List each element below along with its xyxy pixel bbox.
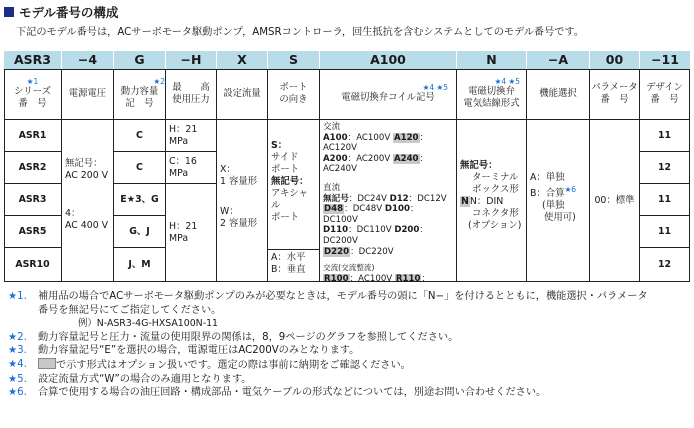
code-function: −A — [527, 51, 590, 69]
header-series: ★1 シリーズ 番 号 — [4, 69, 62, 120]
header-port: ポート の向き — [268, 69, 320, 120]
model-asr3: ASR3 — [4, 184, 62, 216]
coil-dc-3: D220：DC220V — [324, 246, 394, 257]
conn-din: N：DIN — [469, 196, 504, 207]
voltage-cell: 無記号： AC 200 V 4： AC 400 V — [62, 120, 114, 282]
coil-dc-1: D48：DC48V D100：DC100V — [323, 204, 419, 225]
header-capacity: ★2 動力容量 記 号 — [114, 69, 166, 120]
notes-list — [8, 290, 690, 400]
header-parameter: パラメータ 番 号 — [590, 69, 640, 120]
pressure-h-1: H：21 MPa — [166, 120, 217, 152]
code-coil: A100 — [320, 51, 457, 69]
code-capacity: G — [114, 51, 166, 69]
code-port: S — [268, 51, 320, 69]
header-voltage: 電源電圧 — [62, 69, 114, 120]
header-connection: ★4 ★5 電磁切換弁 電気結線形式 — [457, 69, 527, 120]
capacity-asr1: C — [114, 120, 166, 152]
coil-cell: 交流 A100：AC100V A120：AC120V A200：AC200V A240：AC240V 直流 無記号：DC24V D12：DC12V D48：DC48V D100：DC100V D110：DC110V D200：DC200V D220：DC220V 交流(交流整流) R100：AC100V R110： — [320, 120, 457, 282]
header-design: デザイン 番 号 — [640, 69, 690, 120]
capacity-asr10: J、M — [114, 248, 166, 282]
port-direction-cell: A：水平 B：垂直 — [268, 250, 320, 282]
code-parameter: 00 — [590, 51, 640, 69]
model-code-bar — [4, 51, 690, 69]
header-coil: ★4 ★5 電磁切換弁コイル記号 — [320, 69, 457, 120]
design-asr5: 11 — [640, 216, 690, 248]
section-heading — [4, 3, 118, 21]
design-asr10: 12 — [640, 248, 690, 282]
design-asr3: 11 — [640, 184, 690, 216]
coil-ac-0: A100：AC100V A120：AC120V — [323, 132, 429, 154]
header-function: 機能選択 — [527, 69, 590, 120]
capacity-asr3: E★3、G — [114, 184, 166, 216]
capacity-asr2: C — [114, 152, 166, 184]
note-1-cont: 番号を無記号にてご指定してください。 — [38, 304, 222, 316]
header-pressure: 最 高 使用圧力 — [166, 69, 217, 120]
design-asr2: 12 — [640, 152, 690, 184]
note-1: ★1. 補用品の場合でACサーボモータ駆動ポンプのみが必要なときは，モデル番号の頭に「N−」を付けるとともに，機能選択・パラメータ — [8, 291, 648, 302]
pressure-c: C：16 MPa — [166, 152, 217, 184]
note-5: ★5. 設定流量方式“W”の場合のみ適用となります。 — [8, 373, 252, 385]
coil-dc-2: D110：DC110V D200：DC200V — [323, 225, 428, 246]
parameter-cell: 00：標準 — [590, 120, 640, 282]
code-voltage: −4 — [62, 51, 114, 69]
code-design: −11 — [651, 52, 679, 67]
coil-ac-1: A200：AC200V A240：AC240V — [323, 153, 429, 175]
model-asr1: ASR1 — [4, 120, 62, 152]
option-box-icon — [38, 358, 56, 369]
heading-title: モデル番号の構成 — [19, 5, 119, 20]
model-asr2: ASR2 — [4, 152, 62, 184]
flow-cell: X： 1 容量形 W： 2 容量形 — [217, 120, 268, 282]
heading-square-icon — [4, 7, 14, 17]
note-1-example: 例）N-ASR3-4G-HXSA100N-11 — [78, 318, 219, 330]
design-asr1: 11 — [640, 120, 690, 152]
note-6: ★6. 合算で使用する場合の油圧回路・構成部品・電気ケーブルの形式などについては，別途お問い合わせください。 — [8, 387, 547, 399]
model-asr10: ASR10 — [4, 248, 62, 282]
intro-text: 下記のモデル番号は，ACサーボモータ駆動ポンプ，AMSRコントローラ，回生抵抗を含むシステムとしてのモデル番号です。 — [16, 27, 585, 38]
capacity-asr5: G、J — [114, 216, 166, 248]
code-flow: X — [217, 51, 268, 69]
model-table — [4, 69, 690, 282]
connection-cell: 無記号： ターミナル ボックス形 NN：DIN コネクタ形 (オプション) — [457, 120, 527, 282]
note-3: ★3. 動力容量記号“E”を選択の場合，電源電圧はAC200Vのみとなります。 — [8, 345, 360, 357]
code-series: ASR3 — [4, 51, 62, 69]
code-connection: N — [457, 51, 527, 69]
coil-dc-0: 無記号：DC24V D12：DC12V — [323, 193, 447, 204]
note-2: ★2. 動力容量記号と圧力・流量の使用限界の関係は，8，9ページのグラフを参照してください。 — [8, 331, 459, 343]
code-pressure: −H — [166, 51, 217, 69]
model-asr5: ASR5 — [4, 216, 62, 248]
pressure-h-2: H：21 MPa — [166, 184, 217, 282]
coil-rect-0: R100：AC100V R110： — [324, 273, 431, 282]
header-flow: 設定流量 — [217, 69, 268, 120]
note-4: ★4. で示す形式はオプション扱いです。選定の際は事前に納期をご確認ください。 — [8, 358, 411, 371]
function-cell: A：単独 B：合算$^{★6}$ (単独 使用可) — [527, 120, 590, 282]
port-cell: S： サイド ポート 無記号： アキシャル ポート — [268, 120, 320, 250]
